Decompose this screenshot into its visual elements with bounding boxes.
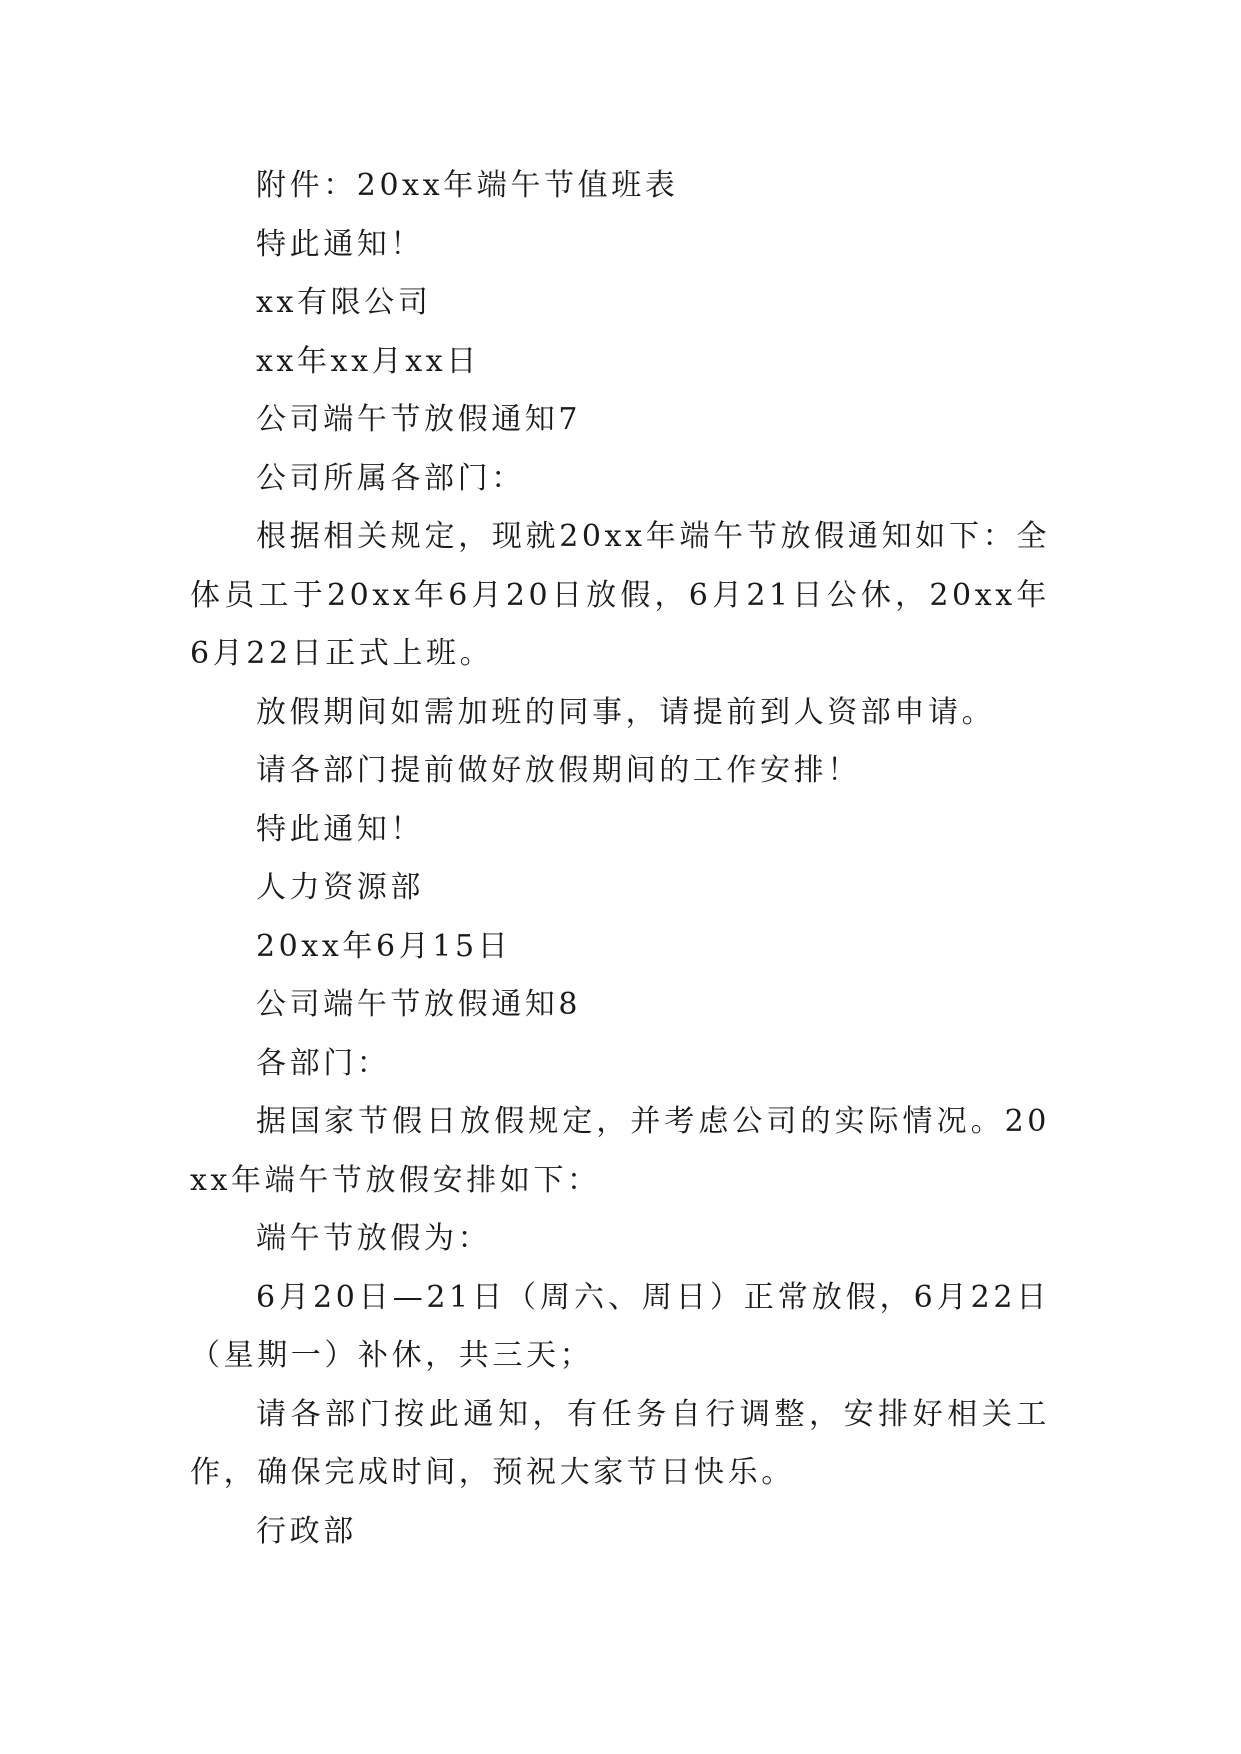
document-body xyxy=(190,157,1050,1561)
salutation: 公司所属各部门： xyxy=(256,460,525,496)
body-paragraph: 6月20日—21日（周六、周日）正常放假，6月22日（星期一）补休，共三天； xyxy=(190,1279,1050,1373)
body-paragraph: 端午节放假为： xyxy=(256,1221,492,1256)
closing-notice: 特此通知！ xyxy=(256,226,424,262)
signature-date: xx年xx月xx日 xyxy=(256,343,480,379)
salutation: 各部门： xyxy=(256,1045,391,1081)
company-signature: xx有限公司 xyxy=(256,285,432,320)
body-paragraph: 根据相关规定，现就20xx年端午节放假通知如下：全体员工于20xx年6月20日放假，6月21日公休，20xx年6月22日正式上班。 xyxy=(190,519,1050,671)
department-signature: 人力资源部 xyxy=(256,870,424,905)
department-signature: 行政部 xyxy=(256,1513,357,1549)
attachment-line: 附件：20xx年端午节值班表 xyxy=(256,168,679,203)
notice-title-8: 公司端午节放假通知8 xyxy=(256,987,582,1022)
body-paragraph: 放假期间如需加班的同事，请提前到人资部申请。 xyxy=(256,694,996,730)
signature-date: 20xx年6月15日 xyxy=(256,928,512,964)
body-paragraph: 请各部门按此通知，有任务自行调整，安排好相关工作，确保完成时间，预祝大家节日快乐。 xyxy=(190,1396,1050,1490)
closing-notice: 特此通知！ xyxy=(256,811,424,847)
body-paragraph: 据国家节假日放假规定，并考虑公司的实际情况。20xx年端午节放假安排如下： xyxy=(190,1104,1050,1198)
notice-title-7: 公司端午节放假通知7 xyxy=(256,402,582,437)
body-paragraph: 请各部门提前做好放假期间的工作安排！ xyxy=(256,753,861,788)
